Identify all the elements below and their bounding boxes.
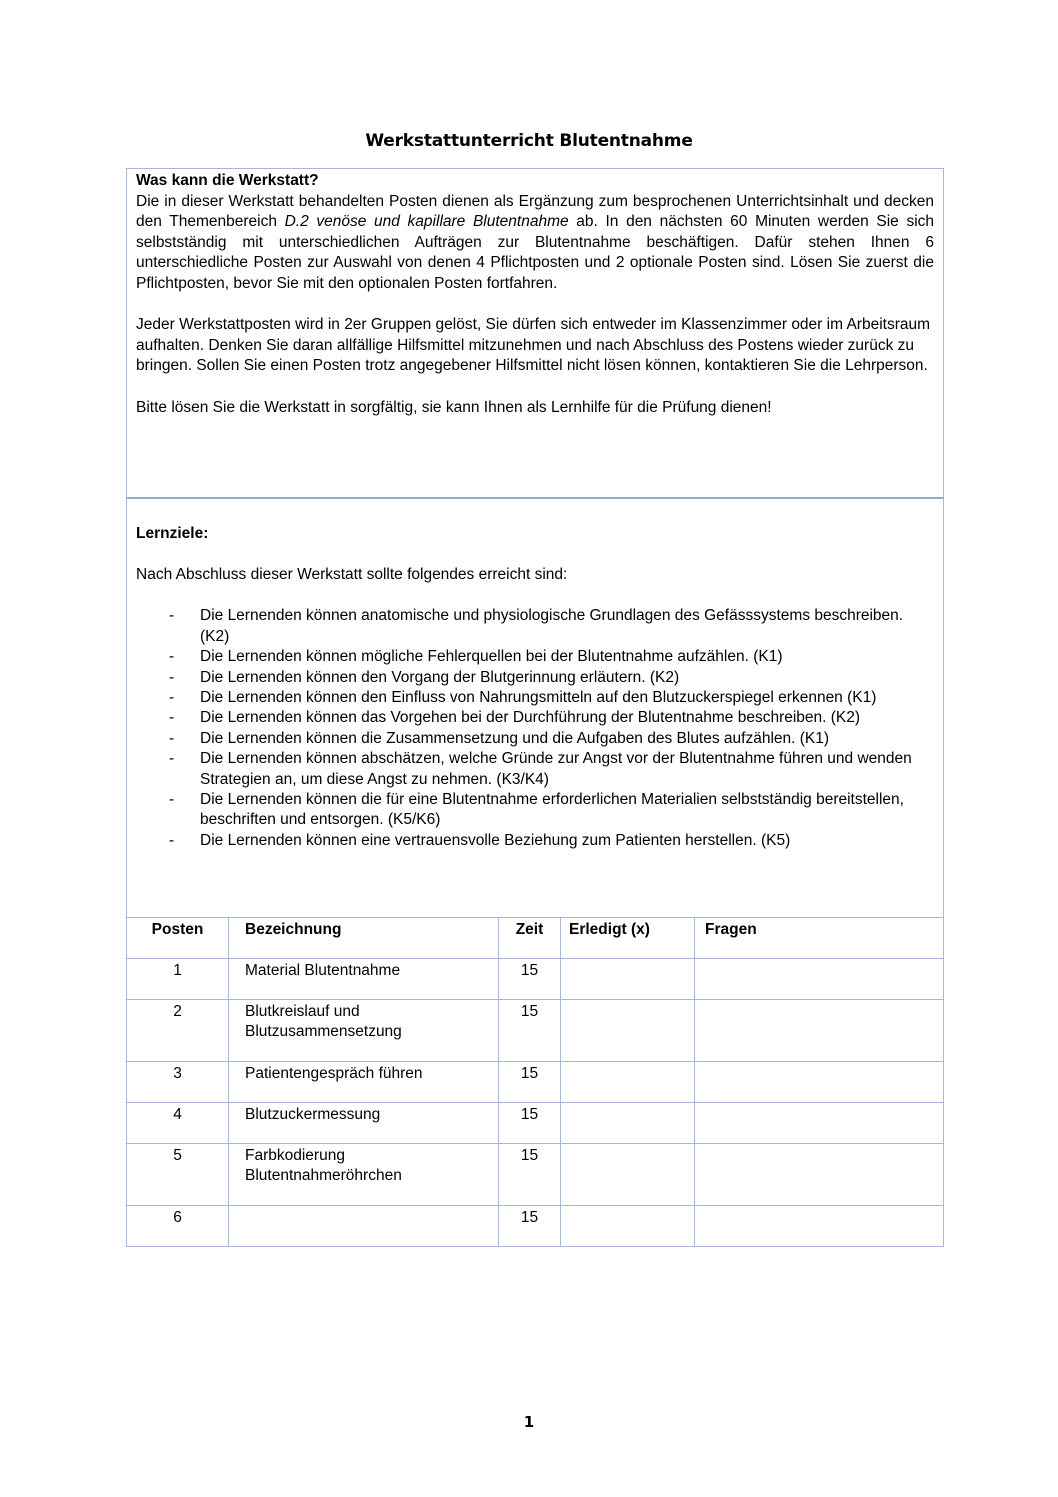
goal-item (136, 749, 934, 790)
posten-table (126, 917, 944, 1247)
intro-paragraph-2: Jeder Werkstattposten wird in 2er Gruppen gelöst, Sie dürfen sich entweder im Klassenzimmer oder im Arbeitsraum aufhalten. Denken Sie daran allfällige Hilfsmittel mitzunehmen und nach Abschluss des Postens wieder zurück zu bringen. Sollen Sie einen Posten trotz angegebener Hilfsmittel nicht lösen können, kontaktieren Sie die Lehrperson. (136, 316, 931, 375)
list-dash: - (169, 648, 175, 666)
cell-zeit: 15 (499, 1062, 561, 1103)
table-header-row (127, 918, 944, 959)
intro-p1-part1: Die in dieser Werkstatt behandelten Posten dienen als Ergänzung zum besprochenen Unterrichtsinhalt und decken den Themenbereich (136, 192, 934, 231)
goals-heading: Lernziele: (136, 525, 209, 542)
table-row (127, 1206, 944, 1247)
cell-erledigt[interactable] (561, 1103, 695, 1144)
intro-paragraph-1 (136, 192, 934, 295)
goal-item (136, 668, 934, 688)
goal-text: Die Lernenden können anatomische und physiologische Grundlagen des Gefässsystems beschreiben. (K2) (200, 607, 904, 645)
table-row (127, 1062, 944, 1103)
col-header-erledigt: Erledigt (x) (561, 918, 695, 959)
cell-fragen[interactable] (695, 959, 944, 1000)
goals-list (136, 606, 934, 851)
intro-paragraph-3: Bitte lösen Sie die Werkstatt in sorgfältig, sie kann Ihnen als Lernhilfe für die Prüfung dienen! (136, 398, 772, 416)
cell-bezeichnung: Blutzuckermessung (229, 1103, 499, 1144)
cell-posten: 5 (127, 1144, 229, 1206)
page-number: 1 (523, 1413, 535, 1431)
col-header-fragen: Fragen (695, 918, 944, 959)
goal-item (136, 688, 934, 708)
cell-erledigt[interactable] (561, 959, 695, 1000)
goal-item (136, 831, 934, 851)
cell-fragen[interactable] (695, 1000, 944, 1062)
table-row (127, 1000, 944, 1062)
goal-item (136, 708, 934, 728)
cell-bezeichnung: Patientengespräch führen (229, 1062, 499, 1103)
goal-text: Die Lernenden können den Vorgang der Blutgerinnung erläutern. (K2) (200, 668, 680, 686)
goal-item (136, 606, 934, 647)
list-dash: - (169, 668, 175, 686)
list-dash: - (169, 831, 175, 849)
cell-zeit: 15 (499, 1144, 561, 1206)
table-row (127, 959, 944, 1000)
goal-text: Die Lernenden können die für eine Blutentnahme erforderlichen Materialien selbstständig bereitstellen, beschriften und entsorgen. (K5/K6) (200, 791, 904, 829)
cell-posten: 1 (127, 959, 229, 1000)
intro-p1-part2: ab. In den nächsten 60 Minuten werden Sie sich selbstständig mit unterschiedlichen Aufträgen zur Blutentnahme beschäftigen. Dafür stehen Ihnen 6 unterschiedliche Posten zur Auswahl von denen 4 Pflichtposten und 2 optionale Posten sind. Lösen Sie zuerst die Pflichtposten, bevor Sie mit den optionalen Posten fortfahren. (136, 213, 935, 292)
goal-item (136, 790, 934, 831)
cell-bezeichnung: Farbkodierung Blutentnahmeröhrchen (229, 1144, 499, 1206)
cell-erledigt[interactable] (561, 1000, 695, 1062)
cell-posten: 6 (127, 1206, 229, 1247)
cell-erledigt[interactable] (561, 1206, 695, 1247)
col-header-bezeichnung: Bezeichnung (229, 918, 499, 959)
cell-posten: 3 (127, 1062, 229, 1103)
intro-box (126, 168, 944, 499)
list-dash: - (169, 729, 175, 747)
goal-text: Die Lernenden können mögliche Fehlerquellen bei der Blutentnahme aufzählen. (K1) (200, 648, 783, 666)
cell-bezeichnung: Material Blutentnahme (229, 959, 499, 1000)
cell-zeit: 15 (499, 1000, 561, 1062)
goals-intro: Nach Abschluss dieser Werkstatt sollte folgendes erreicht sind: (136, 566, 568, 584)
cell-fragen[interactable] (695, 1206, 944, 1247)
table-row (127, 1144, 944, 1206)
cell-posten: 4 (127, 1103, 229, 1144)
list-dash: - (169, 709, 175, 727)
page-title: Werkstattunterricht Blutentnahme (365, 131, 693, 151)
list-dash: - (169, 750, 175, 768)
cell-zeit: 15 (499, 959, 561, 1000)
goal-item (136, 729, 934, 749)
list-dash: - (169, 689, 175, 706)
goal-text: Die Lernenden können die Zusammensetzung und die Aufgaben des Blutes aufzählen. (K1) (200, 729, 830, 747)
goal-text: Die Lernenden können eine vertrauensvolle Beziehung zum Patienten herstellen. (K5) (200, 831, 791, 849)
goals-box (126, 499, 944, 918)
cell-erledigt[interactable] (561, 1062, 695, 1103)
goal-item (136, 647, 934, 667)
goal-text: Die Lernenden können den Einfluss von Nahrungsmitteln auf den Blutzuckerspiegel erkennen (K1) (200, 689, 877, 706)
list-dash: - (169, 791, 175, 809)
cell-zeit: 15 (499, 1103, 561, 1144)
cell-posten: 2 (127, 1000, 229, 1062)
table-row (127, 1103, 944, 1144)
cell-fragen[interactable] (695, 1144, 944, 1206)
intro-heading: Was kann die Werkstatt? (136, 172, 319, 189)
cell-zeit: 15 (499, 1206, 561, 1247)
list-dash: - (169, 607, 175, 625)
cell-fragen[interactable] (695, 1062, 944, 1103)
goal-text: Die Lernenden können abschätzen, welche Gründe zur Angst vor der Blutentnahme führen und wenden Strategien an, um diese Angst zu nehmen. (K3/K4) (200, 750, 912, 788)
intro-p1-topic: D.2 venöse und kapillare Blutentnahme (284, 213, 569, 231)
col-header-zeit: Zeit (499, 918, 561, 959)
goal-text: Die Lernenden können das Vorgehen bei der Durchführung der Blutentnahme beschreiben. (K2) (200, 709, 861, 727)
cell-fragen[interactable] (695, 1103, 944, 1144)
cell-bezeichnung (229, 1206, 499, 1247)
col-header-posten: Posten (127, 918, 229, 959)
cell-erledigt[interactable] (561, 1144, 695, 1206)
cell-bezeichnung: Blutkreislauf und Blutzusammensetzung (229, 1000, 499, 1062)
